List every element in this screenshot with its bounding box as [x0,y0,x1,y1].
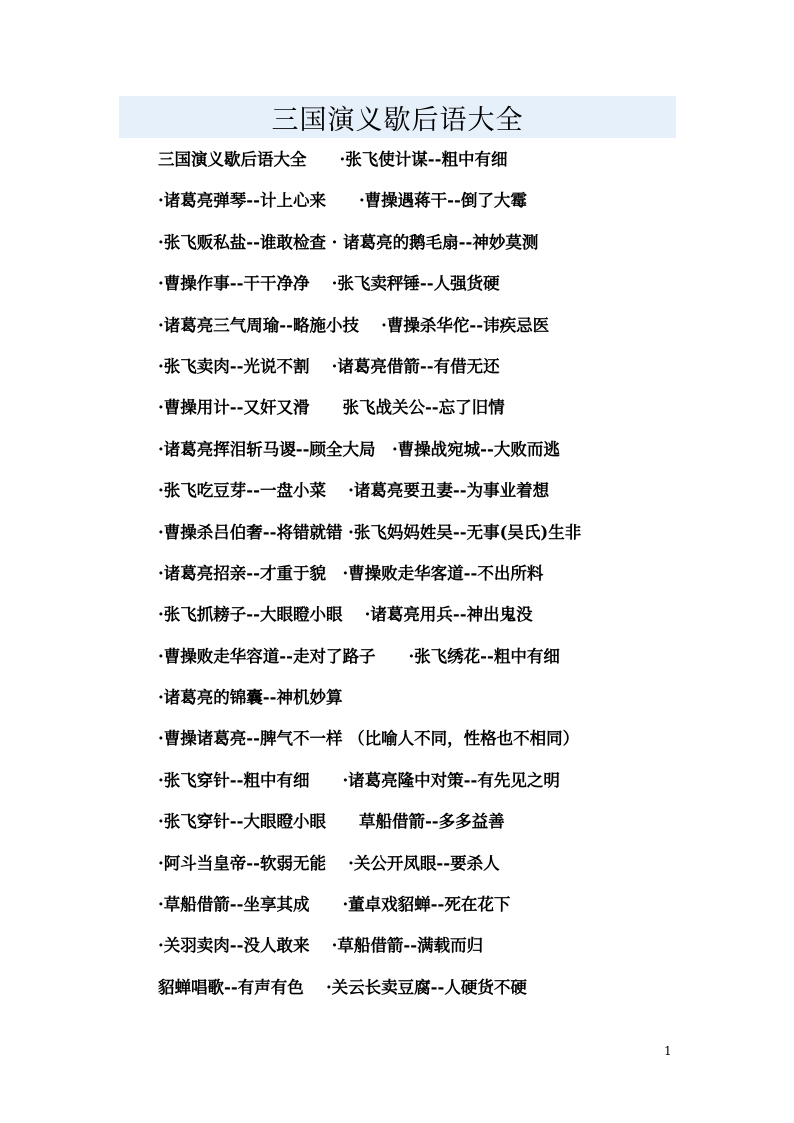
list-item: ·张飞贩私盐--谁敢检查 · 诸葛亮的鹅毛扇--神妙莫测 [158,232,539,252]
list-item: ·张飞卖肉--光说不割 ·诸葛亮借箭--有借无还 [158,356,500,376]
document-title: 三国演义歇后语大全 [271,104,524,136]
title-band [119,96,676,138]
list-item: ·阿斗当皇帝--软弱无能 ·关公开凤眼--要杀人 [158,853,500,873]
page-number: 1 [664,1044,672,1058]
list-item: ·诸葛亮挥泪斩马谡--顾全大局 ·曹操战宛城--大败而逃 [158,439,560,459]
list-item: ·草船借箭--坐享其成 ·董卓戏貂蝉--死在花下 [158,895,511,915]
list-item: ·关羽卖肉--没人敢来 ·草船借箭--满载而归 [158,936,484,956]
list-item: ·张飞穿针--粗中有细 ·诸葛亮隆中对策--有先见之明 [158,770,560,790]
list-item: ·诸葛亮招亲--才重于貌 ·曹操败走华客道--不出所料 [158,563,544,583]
xiehouyu-list [158,146,758,1015]
list-item: ·曹操作事--干干净净 ·张飞卖秤锤--人强货硬 [158,274,500,294]
list-item: 三国演义歇后语大全 ·张飞使计谋--粗中有细 [158,150,508,169]
list-item: ·曹操诸葛亮--脾气不一样 （比喻人不同，性格也不相同） [158,729,580,749]
list-item: ·诸葛亮的锦囊--神机妙算 [158,688,343,708]
list-item: ·诸葛亮弹琴--计上心来 ·曹操遇蒋干--倒了大霉 [158,191,527,211]
list-item: ·曹操杀吕伯奢--将错就错 ·张飞妈妈姓吴--无事(吴氏)生非 [158,522,582,542]
list-item: ·张飞抓耪子--大眼瞪小眼 ·诸葛亮用兵--神出鬼没 [158,605,533,625]
list-item: ·曹操用计--又奸又滑 张飞战关公--忘了旧情 [158,398,505,418]
list-item: ·诸葛亮三气周瑜--略施小技 ·曹操杀华佗--讳疾忌医 [158,315,550,335]
list-item: ·张飞吃豆芽--一盘小菜 ·诸葛亮要丑妻--为事业着想 [158,481,550,501]
list-item: ·曹操败走华容道--走对了路子 ·张飞绣花--粗中有细 [158,646,560,666]
list-item: ·张飞穿针--大眼瞪小眼 草船借箭--多多益善 [158,812,505,832]
list-item: 貂蝉唱歌--有声有色 ·关云长卖豆腐--人硬货不硬 [158,977,527,997]
